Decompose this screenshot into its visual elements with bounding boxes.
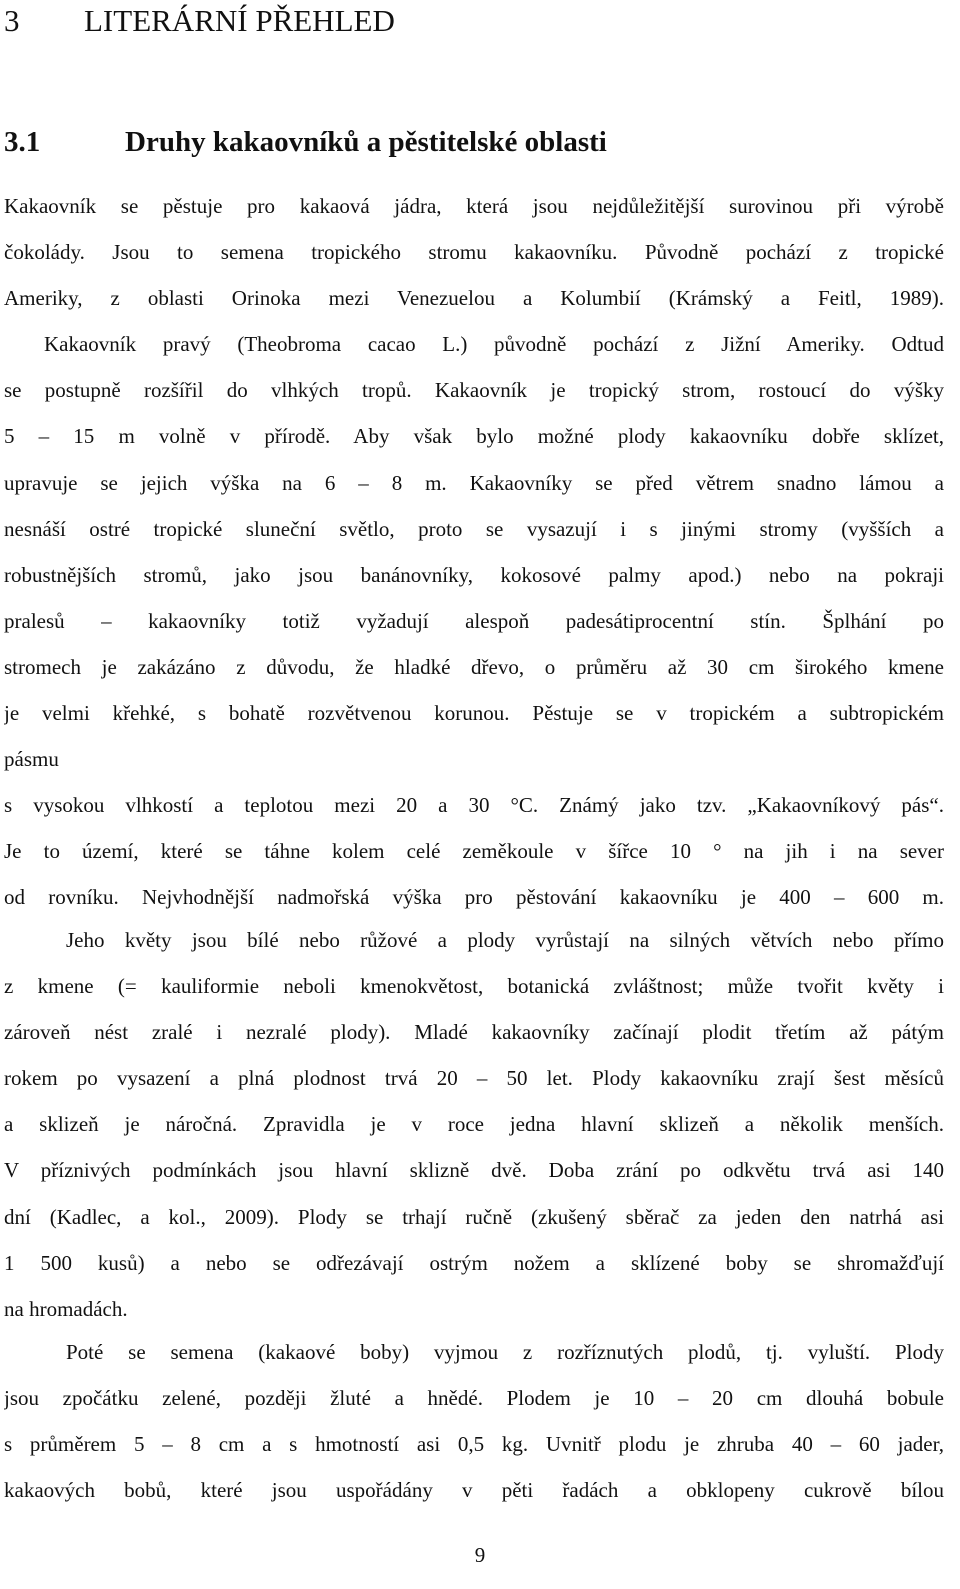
text-line: robustnějších stromů, jako jsou banánovníky, kokosové palmy apod.) nebo na pokraji: [4, 562, 944, 587]
chapter-number: 3: [4, 3, 20, 38]
paragraph-3: [4, 1329, 944, 1513]
text-line: z kmene (= kauliformie neboli kmenokvětost, botanická zvláštnost; může tvořit květy i: [4, 974, 944, 999]
text-line: stromech je zakázáno z důvodu, že hladké dřevo, o průměru až 30 cm širokého kmene: [4, 654, 944, 679]
text-line: dní (Kadlec, a kol., 2009). Plody se trhají ručně (zkušený sběrač za jeden den natrhá asi: [4, 1204, 944, 1229]
section-heading: [4, 122, 607, 162]
text-line: upravuje se jejich výška na 6 – 8 m. Kakaovníky se před větrem snadno lámou a: [4, 470, 944, 495]
text-line: a sklizeň je náročná. Zpravidla je v roce jedna hlavní sklizeň a několik menších.: [4, 1112, 944, 1137]
text-line: s průměrem 5 – 8 cm a s hmotností asi 0,5 kg. Uvnitř plodu je zhruba 40 – 60 jader,: [4, 1432, 944, 1457]
text-line: nesnáší ostré tropické sluneční světlo, proto se vysazují i s jinými stromy (vyšších a: [4, 516, 944, 541]
chapter-heading: [4, 1, 395, 41]
text-line: je velmi křehké, s bohatě rozvětvenou korunou. Pěstuje se v tropickém a subtropickém: [4, 701, 944, 726]
paragraph-1: [4, 183, 944, 921]
page-number: 9: [474, 1543, 486, 1567]
text-line: Kakaovník pravý (Theobroma cacao L.) původně pochází z Jižní Ameriky. Odtud: [44, 332, 944, 357]
text-line: Jeho květy jsou bílé nebo růžové a plody vyrůstají na silných větvích nebo přímo: [66, 928, 944, 952]
text-line: V příznivých podmínkách jsou hlavní sklizně dvě. Doba zrání po odkvětu trvá asi 140: [4, 1158, 944, 1183]
section-number: 3.1: [4, 126, 41, 158]
chapter-title: LITERÁRNÍ PŘEHLED: [84, 3, 395, 38]
text-line: jsou zpočátku zelené, později žluté a hnědé. Plodem je 10 – 20 cm dlouhá bobule: [4, 1386, 944, 1411]
text-line: Ameriky, z oblasti Orinoka mezi Venezuelou a Kolumbií (Krámský a Feitl, 1989).: [4, 286, 944, 311]
paragraph-2: [4, 917, 944, 1332]
text-line: na hromadách.: [4, 1296, 128, 1321]
text-line: čokolády. Jsou to semena tropického stromu kakaovníku. Původně pochází z tropické: [4, 240, 944, 265]
text-line: pralesů – kakaovníky totiž vyžadují alespoň padesátiprocentní stín. Šplhání po: [4, 608, 944, 633]
text-line: 1 500 kusů) a nebo se odřezávají ostrým nožem a sklízené boby se shromažďují: [4, 1250, 944, 1275]
text-line: zároveň nést zralé i nezralé plody). Mladé kakaovníky začínají plodit třetím až pátým: [4, 1020, 944, 1045]
text-line: kakaových bobů, které jsou uspořádány v pěti řadách a obklopeny cukrově bílou: [4, 1478, 944, 1503]
text-line: 5 – 15 m volně v přírodě. Aby však bylo možné plody kakaovníku dobře sklízet,: [4, 424, 944, 449]
text-line: od rovníku. Nejvhodnější nadmořská výška pro pěstování kakaovníku je 400 – 600 m.: [4, 885, 944, 910]
section-title: Druhy kakaovníků a pěstitelské oblasti: [125, 126, 607, 158]
text-line: Je to území, které se táhne kolem celé zeměkoule v šířce 10 ° na jih i na sever: [4, 839, 944, 864]
text-line: pásmu: [4, 747, 59, 772]
text-line: s vysokou vlhkostí a teplotou mezi 20 a 30 °C. Známý jako tzv. „Kakaovníkový pás“.: [4, 793, 944, 818]
text-line: rokem po vysazení a plná plodnost trvá 20 – 50 let. Plody kakaovníku zrají šest měsíců: [4, 1066, 944, 1091]
text-line: se postupně rozšířil do vlhkých tropů. Kakaovník je tropický strom, rostoucí do výšky: [4, 378, 944, 403]
text-line: Poté se semena (kakaové boby) vyjmou z rozříznutých plodů, tj. vyluští. Plody: [66, 1340, 944, 1364]
text-line: Kakaovník se pěstuje pro kakaová jádra, která jsou nejdůležitější surovinou při výrobě: [4, 194, 944, 218]
